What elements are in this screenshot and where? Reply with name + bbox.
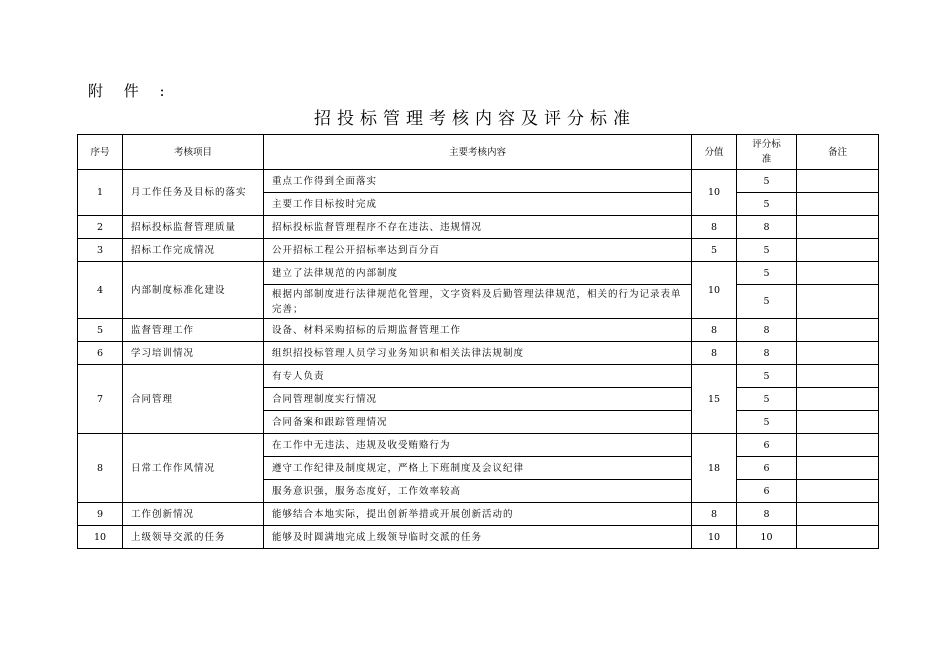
assessment-item: 招标投标监督管理质量 bbox=[123, 216, 264, 239]
header-no: 序号 bbox=[78, 135, 123, 170]
table-row bbox=[78, 262, 879, 285]
assessment-content: 招标投标监督管理程序不存在违法、违规情况 bbox=[264, 216, 692, 239]
scoring-standard: 5 bbox=[737, 411, 797, 434]
assessment-item: 内部制度标准化建设 bbox=[123, 262, 264, 319]
scoring-standard: 6 bbox=[737, 480, 797, 503]
assessment-content: 在工作中无违法、违规及收受贿赂行为 bbox=[264, 434, 692, 457]
assessment-content: 主要工作目标按时完成 bbox=[264, 193, 692, 216]
remark-cell bbox=[797, 285, 879, 319]
remark-cell bbox=[797, 193, 879, 216]
score-value: 8 bbox=[692, 319, 737, 342]
score-value: 5 bbox=[692, 239, 737, 262]
score-value: 8 bbox=[692, 342, 737, 365]
scoring-standard: 8 bbox=[737, 503, 797, 526]
row-number: 7 bbox=[78, 365, 123, 434]
header-score: 分值 bbox=[692, 135, 737, 170]
assessment-content: 建立了法律规范的内部制度 bbox=[264, 262, 692, 285]
header-remark: 备注 bbox=[797, 135, 879, 170]
assessment-item: 工作创新情况 bbox=[123, 503, 264, 526]
assessment-item: 监督管理工作 bbox=[123, 319, 264, 342]
assessment-content: 合同管理制度实行情况 bbox=[264, 388, 692, 411]
row-number: 1 bbox=[78, 170, 123, 216]
scoring-standard: 5 bbox=[737, 170, 797, 193]
remark-cell bbox=[797, 365, 879, 388]
assessment-content: 合同备案和跟踪管理情况 bbox=[264, 411, 692, 434]
scoring-standard: 10 bbox=[737, 526, 797, 549]
header-standard: 评分标 准 bbox=[737, 135, 797, 170]
row-number: 6 bbox=[78, 342, 123, 365]
row-number: 4 bbox=[78, 262, 123, 319]
score-value: 8 bbox=[692, 216, 737, 239]
remark-cell bbox=[797, 262, 879, 285]
assessment-table bbox=[77, 134, 879, 549]
score-value: 18 bbox=[692, 434, 737, 503]
scoring-standard: 5 bbox=[737, 193, 797, 216]
remark-cell bbox=[797, 434, 879, 457]
header-row bbox=[78, 135, 879, 170]
assessment-content: 设备、材料采购招标的后期监督管理工作 bbox=[264, 319, 692, 342]
row-number: 3 bbox=[78, 239, 123, 262]
table-row bbox=[78, 342, 879, 365]
row-number: 2 bbox=[78, 216, 123, 239]
header-item: 考核项目 bbox=[123, 135, 264, 170]
assessment-content: 根据内部制度进行法律规范化管理，文字资料及后勤管理法律规范，相关的行为记录表单完善； bbox=[264, 285, 692, 319]
table-row bbox=[78, 239, 879, 262]
assessment-content: 公开招标工程公开招标率达到百分百 bbox=[264, 239, 692, 262]
remark-cell bbox=[797, 457, 879, 480]
assessment-content: 有专人负责 bbox=[264, 365, 692, 388]
header-content: 主要考核内容 bbox=[264, 135, 692, 170]
table-row bbox=[78, 365, 879, 388]
scoring-standard: 6 bbox=[737, 457, 797, 480]
scoring-standard: 8 bbox=[737, 319, 797, 342]
remark-cell bbox=[797, 480, 879, 503]
table-row bbox=[78, 503, 879, 526]
scoring-standard: 5 bbox=[737, 239, 797, 262]
row-number: 10 bbox=[78, 526, 123, 549]
table-row bbox=[78, 526, 879, 549]
row-number: 8 bbox=[78, 434, 123, 503]
scoring-standard: 8 bbox=[737, 216, 797, 239]
assessment-item: 学习培训情况 bbox=[123, 342, 264, 365]
score-value: 10 bbox=[692, 262, 737, 319]
row-number: 5 bbox=[78, 319, 123, 342]
score-value: 10 bbox=[692, 526, 737, 549]
score-value: 10 bbox=[692, 170, 737, 216]
remark-cell bbox=[797, 388, 879, 411]
assessment-item: 合同管理 bbox=[123, 365, 264, 434]
score-value: 8 bbox=[692, 503, 737, 526]
remark-cell bbox=[797, 342, 879, 365]
remark-cell bbox=[797, 239, 879, 262]
document-title: 招投标管理考核内容及评分标准 bbox=[314, 109, 636, 129]
assessment-content: 能够结合本地实际，提出创新举措或开展创新活动的 bbox=[264, 503, 692, 526]
table-row bbox=[78, 319, 879, 342]
table-row bbox=[78, 434, 879, 457]
assessment-content: 服务意识强，服务态度好，工作效率较高 bbox=[264, 480, 692, 503]
scoring-standard: 8 bbox=[737, 342, 797, 365]
remark-cell bbox=[797, 170, 879, 193]
remark-cell bbox=[797, 503, 879, 526]
scoring-standard: 5 bbox=[737, 365, 797, 388]
table-row bbox=[78, 216, 879, 239]
row-number: 9 bbox=[78, 503, 123, 526]
assessment-item: 日常工作作风情况 bbox=[123, 434, 264, 503]
assessment-content: 组织招投标管理人员学习业务知识和相关法律法规制度 bbox=[264, 342, 692, 365]
remark-cell bbox=[797, 216, 879, 239]
remark-cell bbox=[797, 411, 879, 434]
scoring-standard: 6 bbox=[737, 434, 797, 457]
assessment-item: 招标工作完成情况 bbox=[123, 239, 264, 262]
remark-cell bbox=[797, 319, 879, 342]
attachment-label: 附 件 : bbox=[88, 82, 173, 100]
assessment-content: 遵守工作纪律及制度规定，严格上下班制度及会议纪律 bbox=[264, 457, 692, 480]
assessment-item: 月工作任务及目标的落实 bbox=[123, 170, 264, 216]
assessment-content: 重点工作得到全面落实 bbox=[264, 170, 692, 193]
remark-cell bbox=[797, 526, 879, 549]
scoring-standard: 5 bbox=[737, 262, 797, 285]
assessment-item: 上级领导交派的任务 bbox=[123, 526, 264, 549]
assessment-content: 能够及时圆满地完成上级领导临时交派的任务 bbox=[264, 526, 692, 549]
scoring-standard: 5 bbox=[737, 388, 797, 411]
score-value: 15 bbox=[692, 365, 737, 434]
table-row bbox=[78, 170, 879, 193]
scoring-standard: 5 bbox=[737, 285, 797, 319]
